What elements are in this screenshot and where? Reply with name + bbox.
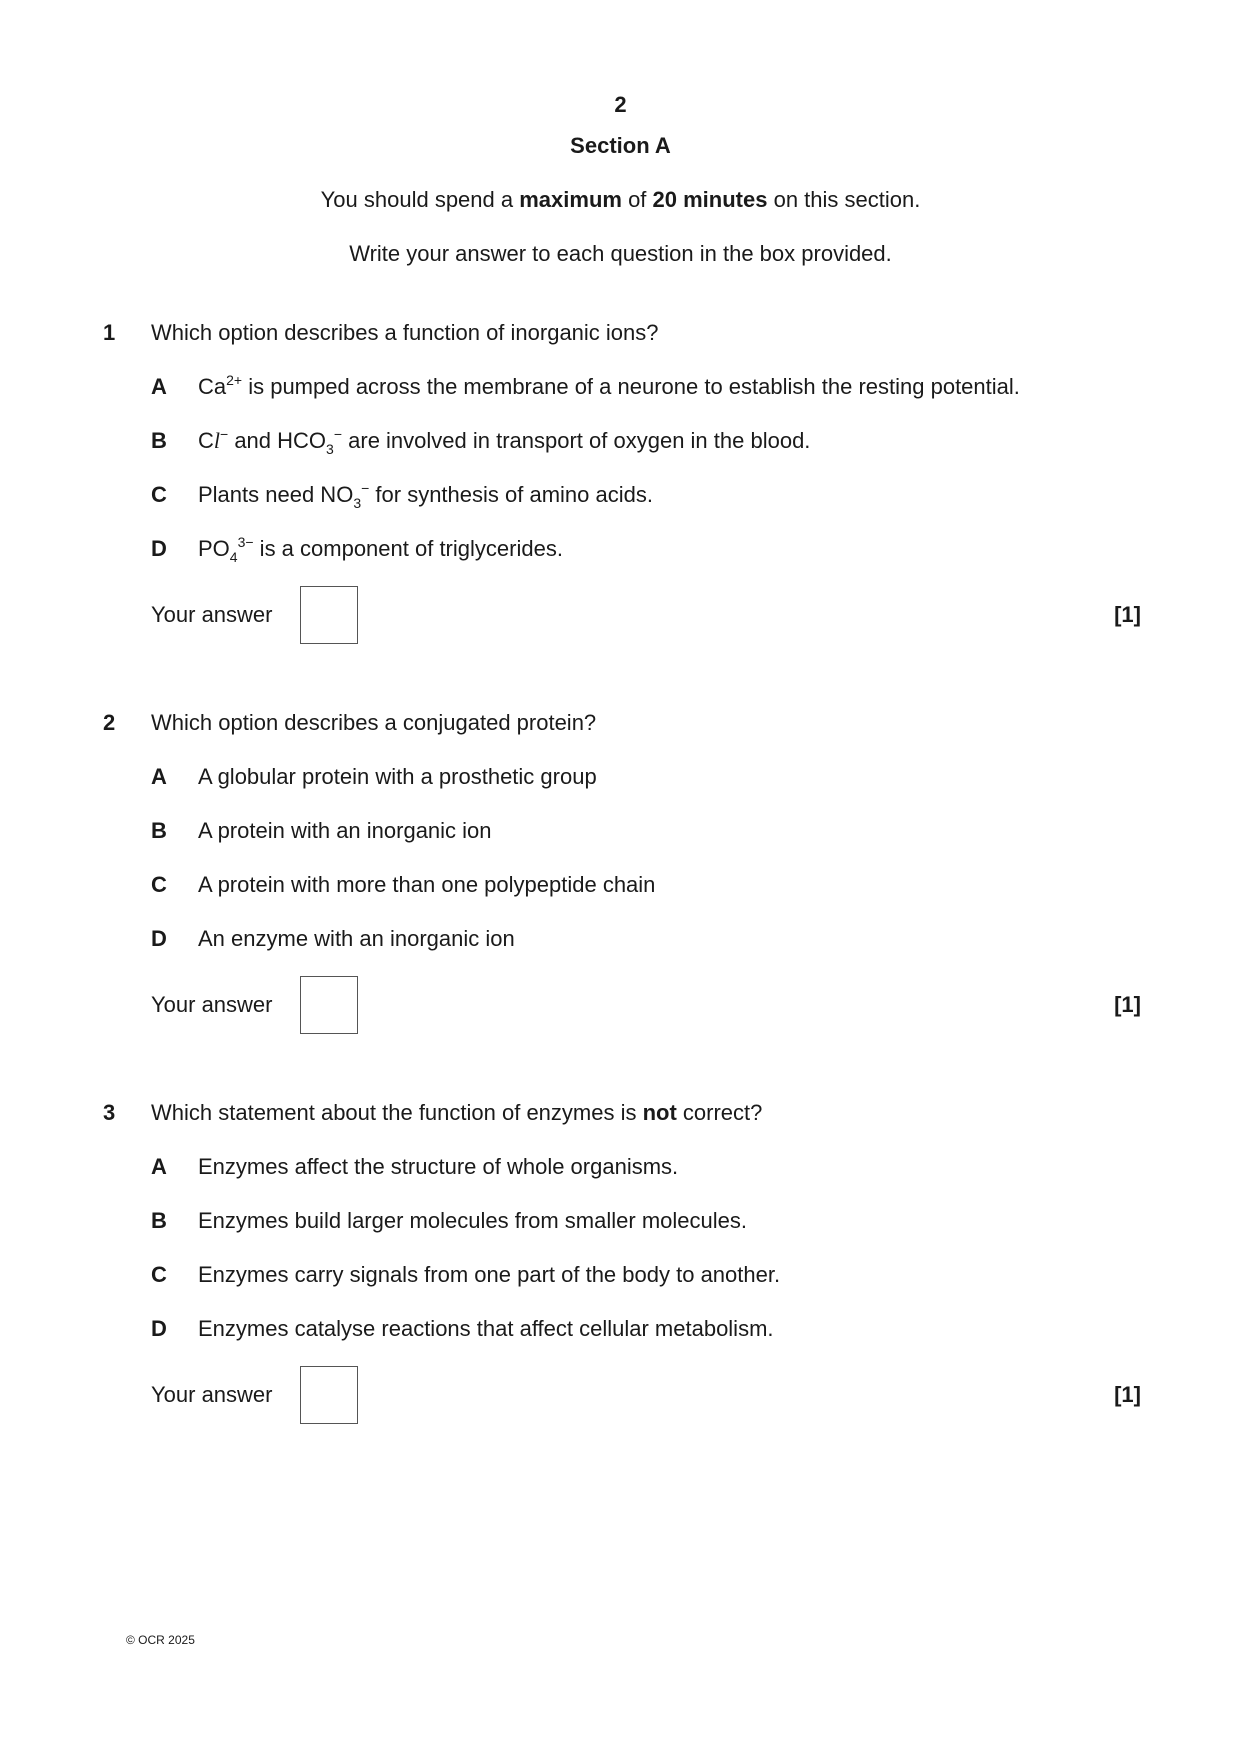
answer-instruction: Write your answer to each question in the box provided. xyxy=(349,241,892,266)
option-text: Enzymes build larger molecules from smaller molecules. xyxy=(198,1208,747,1233)
option-text: Enzymes catalyse reactions that affect cellular metabolism. xyxy=(198,1316,774,1341)
charge-superscript: 2+ xyxy=(226,372,243,388)
question-emphasis: not xyxy=(642,1100,677,1125)
answer-box[interactable] xyxy=(300,976,358,1034)
copyright-footer: © OCR 2025 xyxy=(126,1633,195,1647)
option-letter: A xyxy=(151,764,167,789)
option-text-part: is a component of triglycerides. xyxy=(253,536,563,561)
marks-label: [1] xyxy=(1114,602,1141,627)
answer-label: Your answer xyxy=(151,992,273,1017)
option-text-part: PO xyxy=(198,536,230,561)
marks-label: [1] xyxy=(1114,1382,1141,1407)
formula-subscript: 4 xyxy=(229,549,238,565)
option-text-part: and HCO xyxy=(228,428,327,453)
question-number: 2 xyxy=(103,710,116,735)
option-text xyxy=(198,374,1020,400)
instruction-emphasis: maximum xyxy=(519,187,622,212)
answer-label: Your answer xyxy=(151,602,273,627)
option-text xyxy=(198,534,563,565)
option-text xyxy=(198,480,653,511)
option-text: Enzymes carry signals from one part of the body to another. xyxy=(198,1262,781,1287)
question-text xyxy=(151,1100,762,1126)
question-number: 1 xyxy=(103,320,116,345)
charge-superscript: − xyxy=(361,480,370,496)
option-letter: C xyxy=(151,872,167,897)
charge-superscript: − xyxy=(220,426,229,442)
chem-symbol-part: l xyxy=(213,428,221,453)
question-text-part: Which statement about the function of enzymes is xyxy=(151,1100,643,1125)
option-letter: A xyxy=(151,374,167,399)
charge-superscript: 3− xyxy=(237,534,254,550)
option-text: A protein with an inorganic ion xyxy=(198,818,492,843)
option-letter: C xyxy=(151,482,167,507)
instruction-emphasis: 20 minutes xyxy=(652,187,768,212)
option-letter: A xyxy=(151,1154,167,1179)
option-letter: B xyxy=(151,428,167,453)
option-letter: B xyxy=(151,818,167,843)
option-letter: B xyxy=(151,1208,167,1233)
question-text: Which option describes a function of inorganic ions? xyxy=(151,320,659,345)
option-letter: D xyxy=(151,1316,167,1341)
formula-subscript: 3 xyxy=(353,495,362,511)
page-number: 2 xyxy=(614,92,627,117)
instruction-text: You should spend a xyxy=(320,187,520,212)
option-text-part: are involved in transport of oxygen in the blood. xyxy=(342,428,811,453)
charge-superscript: − xyxy=(333,426,343,442)
option-text: Enzymes affect the structure of whole organisms. xyxy=(198,1154,679,1179)
section-title: Section A xyxy=(570,133,671,158)
option-text-part: for synthesis of amino acids. xyxy=(369,482,653,507)
option-text-part: Ca xyxy=(198,374,227,399)
option-text: An enzyme with an inorganic ion xyxy=(198,926,515,951)
option-text-part: C xyxy=(198,428,214,453)
time-instruction xyxy=(0,187,1241,213)
option-letter: D xyxy=(151,926,167,951)
option-text: A globular protein with a prosthetic group xyxy=(198,764,597,789)
question-text: Which option describes a conjugated protein? xyxy=(151,710,597,735)
option-text: A protein with more than one polypeptide chain xyxy=(198,872,656,897)
answer-box[interactable] xyxy=(300,1366,358,1424)
instruction-text: of xyxy=(621,187,653,212)
option-letter: D xyxy=(151,536,167,561)
option-text xyxy=(198,426,811,457)
question-number: 3 xyxy=(103,1100,116,1125)
answer-label: Your answer xyxy=(151,1382,273,1407)
formula-subscript: 3 xyxy=(326,441,334,457)
option-letter: C xyxy=(151,1262,167,1287)
question-text-part: correct? xyxy=(676,1100,763,1125)
marks-label: [1] xyxy=(1114,992,1141,1017)
answer-box[interactable] xyxy=(300,586,358,644)
instruction-text: on this section. xyxy=(767,187,921,212)
option-text-part: Plants need NO xyxy=(198,482,354,507)
option-text-part: is pumped across the membrane of a neurone to establish the resting potential. xyxy=(242,374,1020,399)
